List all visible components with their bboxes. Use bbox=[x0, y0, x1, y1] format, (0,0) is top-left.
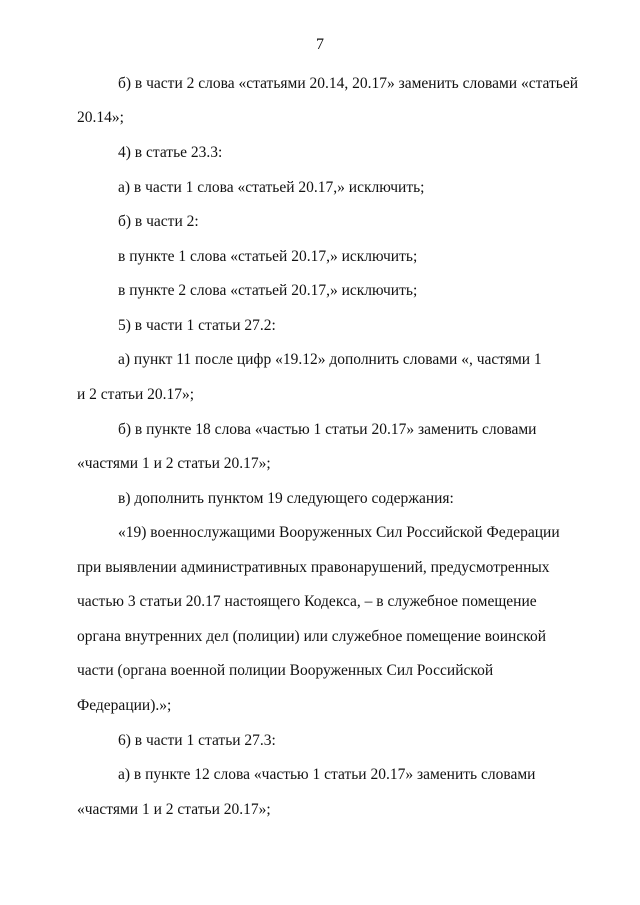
text-line: 20.14»; bbox=[77, 109, 124, 126]
text-line: органа внутренних дел (полиции) или служебное помещение воинской bbox=[77, 628, 547, 645]
text-line: частью 3 статьи 20.17 настоящего Кодекса, – в служебное помещение bbox=[77, 593, 537, 610]
text-line: а) пункт 11 после цифр «19.12» дополнить словами «, частями 1 bbox=[118, 351, 542, 368]
text-line: Федерации).»; bbox=[77, 697, 172, 714]
page-number: 7 bbox=[316, 36, 324, 53]
text-line: б) в пункте 18 слова «частью 1 статьи 20.17» заменить словами bbox=[118, 421, 537, 438]
text-line: в пункте 2 слова «статьей 20.17,» исключить; bbox=[118, 282, 418, 299]
text-line: 5) в части 1 статьи 27.2: bbox=[118, 317, 276, 334]
text-line: в) дополнить пунктом 19 следующего содержания: bbox=[118, 490, 454, 507]
text-line: а) в пункте 12 слова «частью 1 статьи 20.17» заменить словами bbox=[118, 766, 536, 783]
text-line: «частями 1 и 2 статьи 20.17»; bbox=[77, 801, 271, 818]
text-line: 6) в части 1 статьи 27.3: bbox=[118, 732, 276, 749]
text-line: в пункте 1 слова «статьей 20.17,» исключить; bbox=[118, 248, 418, 265]
text-line: б) в части 2: bbox=[118, 213, 199, 230]
text-line: части (органа военной полиции Вооруженных Сил Российской bbox=[77, 662, 494, 679]
text-line: при выявлении административных правонарушений, предусмотренных bbox=[77, 559, 550, 576]
text-line: «частями 1 и 2 статьи 20.17»; bbox=[77, 455, 271, 472]
text-line: 4) в статье 23.3: bbox=[118, 144, 223, 161]
text-line: «19) военнослужащими Вооруженных Сил Российской Федерации bbox=[118, 524, 560, 541]
text-line: и 2 статьи 20.17»; bbox=[77, 386, 195, 403]
text-line: а) в части 1 слова «статьей 20.17,» исключить; bbox=[118, 179, 425, 196]
text-line: б) в части 2 слова «статьями 20.14, 20.17» заменить словами «статьей bbox=[118, 75, 579, 92]
